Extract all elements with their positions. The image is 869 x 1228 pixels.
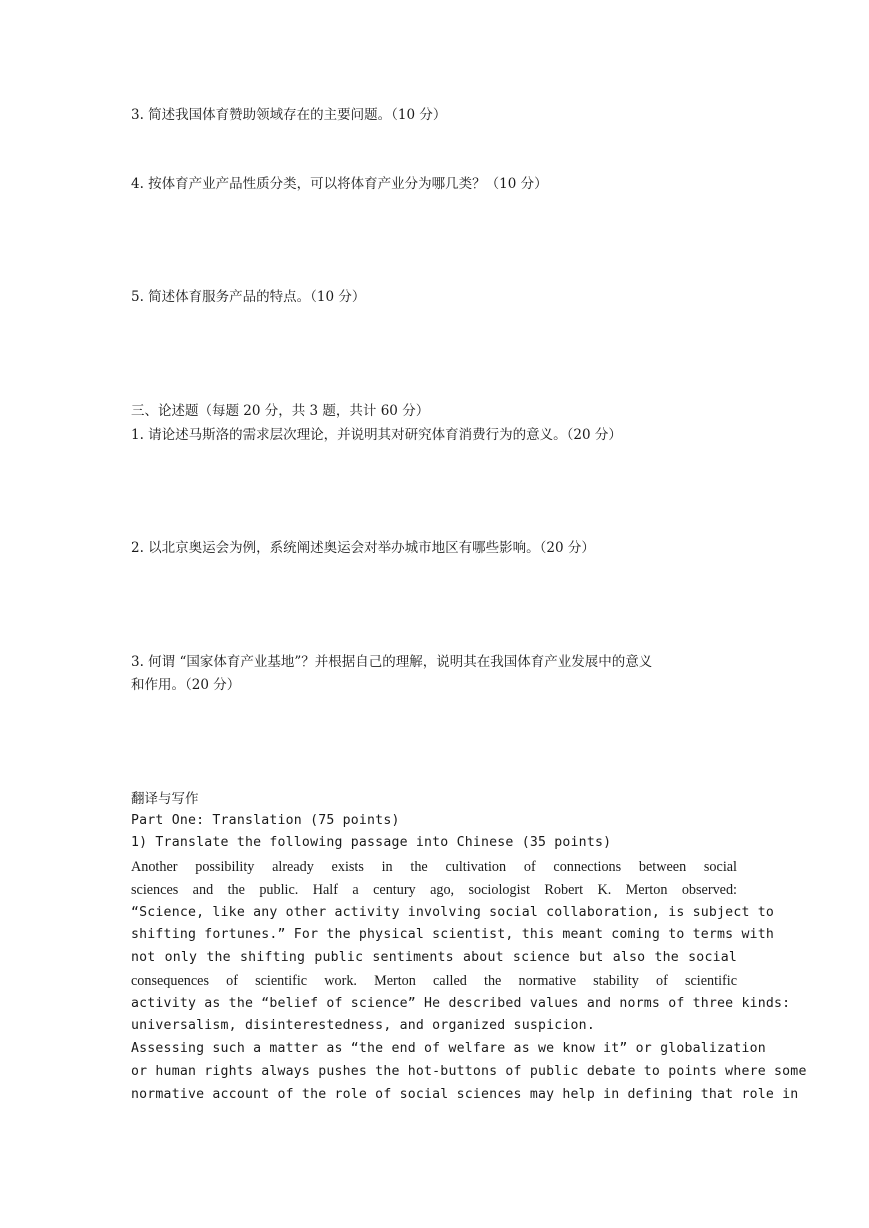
section-3-heading: 三、论述题（每题 20 分，共 3 题，共计 60 分） — [131, 403, 430, 419]
part-one-heading: Part One: Translation (75 points) — [131, 813, 400, 828]
question-2-3: 3. 简述我国体育赞助领域存在的主要问题。（10 分） — [131, 107, 447, 123]
question-2-5: 5. 简述体育服务产品的特点。（10 分） — [131, 289, 366, 305]
translation-heading: 翻译与写作 — [131, 791, 199, 807]
passage-line: “Science, like any other activity involving social collaboration, is subject to — [131, 905, 775, 920]
passage-line: normative account of the role of social sciences may help in defining that role in — [131, 1087, 799, 1102]
passage-line: activity as the “belief of science” He described values and norms of three kinds: — [131, 996, 791, 1011]
translation-instruction: 1) Translate the following passage into Chinese (35 points) — [131, 835, 612, 850]
question-2-4: 4. 按体育产业产品性质分类，可以将体育产业分为哪几类？（10 分） — [131, 176, 548, 192]
passage-line: Assessing such a matter as “the end of welfare as we know it” or globalization — [131, 1041, 766, 1056]
passage-line: or human rights always pushes the hot-buttons of public debate to points where some — [131, 1064, 807, 1079]
passage-line: Another possibility already exists in the cultivation of connections between social — [131, 859, 737, 875]
passage-line: not only the shifting public sentiments about science but also the social — [131, 950, 737, 965]
passage-line: universalism, disinterestedness, and organized suspicion. — [131, 1018, 595, 1033]
passage-line: consequences of scientific work. Merton called the normative stability of scientific — [131, 973, 737, 989]
question-3-3-line-1: 3. 何谓 “国家体育产业基地”？并根据自己的理解，说明其在我国体育产业发展中的意义 — [131, 654, 653, 670]
passage-line: shifting fortunes.” For the physical scientist, this meant coming to terms with — [131, 927, 775, 942]
question-3-2: 2. 以北京奥运会为例，系统阐述奥运会对举办城市地区有哪些影响。（20 分） — [131, 540, 595, 556]
question-3-1: 1. 请论述马斯洛的需求层次理论，并说明其对研究体育消费行为的意义。（20 分） — [131, 427, 622, 443]
passage-line: sciences and the public. Half a century ago, sociologist Robert K. Merton observed: — [131, 882, 737, 898]
question-3-3-line-2: 和作用。（20 分） — [131, 677, 241, 693]
